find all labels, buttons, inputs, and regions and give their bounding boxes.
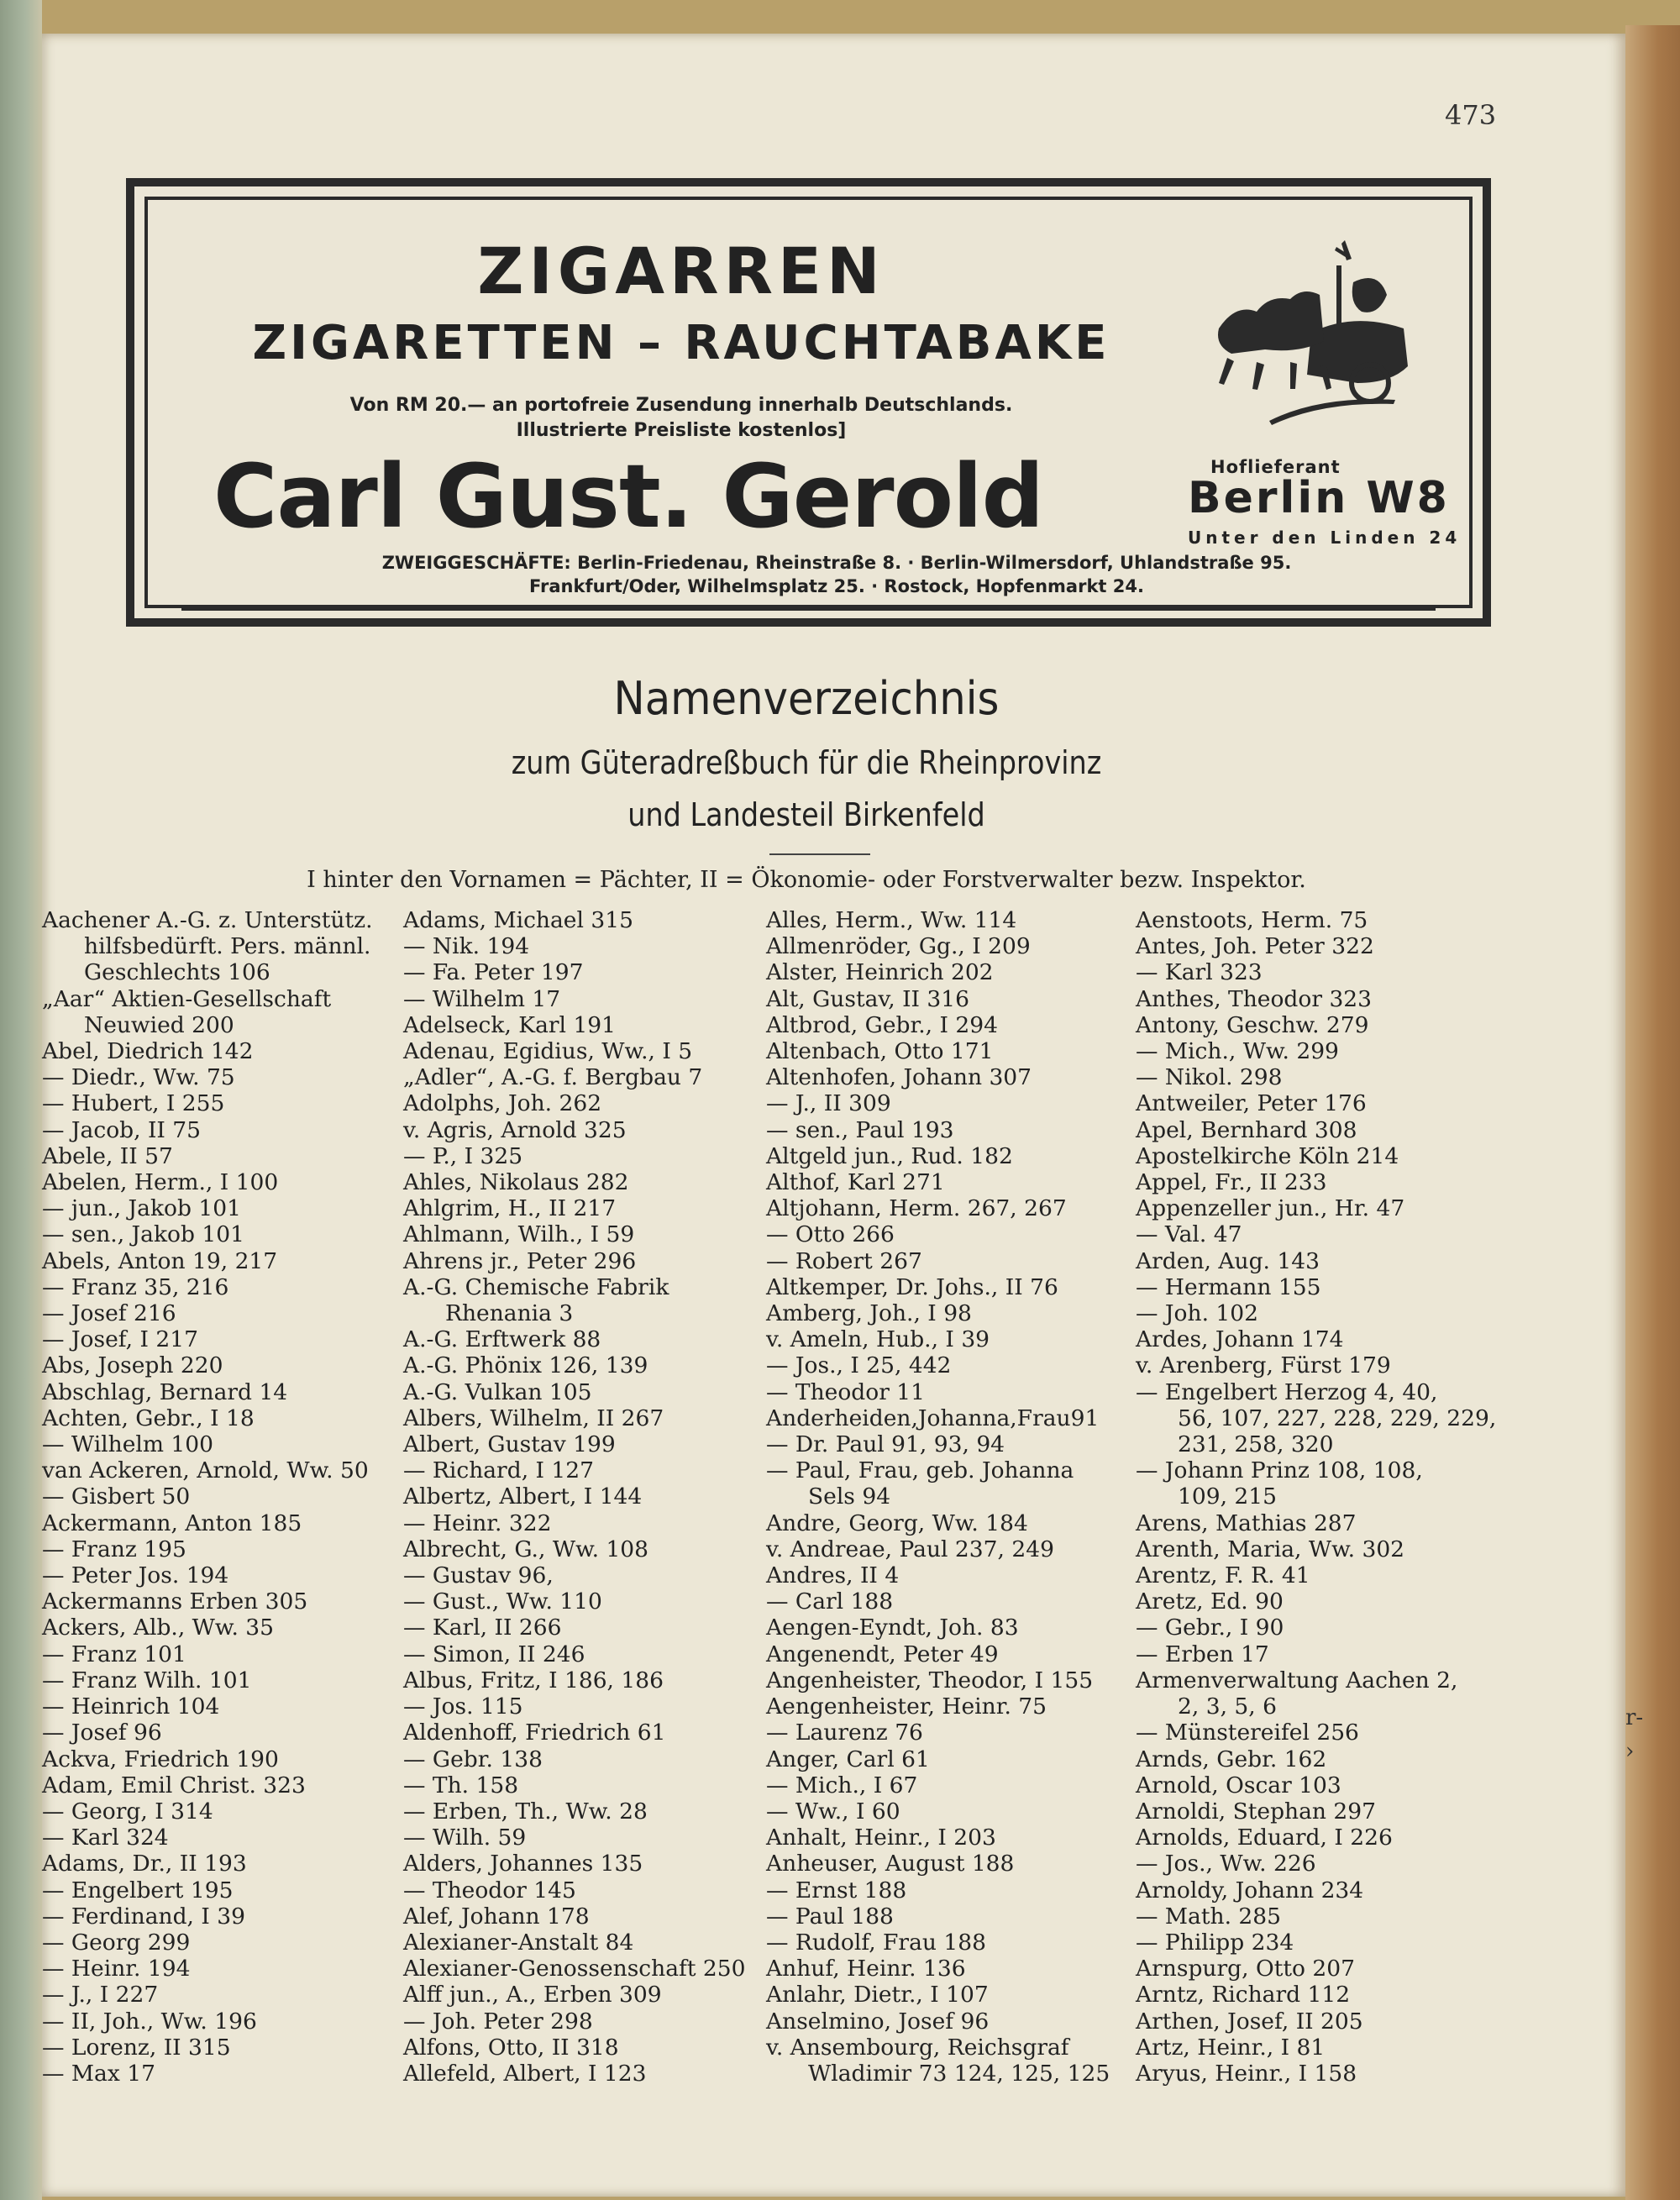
index-entry: A.-G. Vulkan 105	[403, 1378, 592, 1405]
ad-street: Unter den Linden 24	[1188, 528, 1462, 548]
index-entry: — Heinr. 322	[403, 1510, 552, 1536]
index-entry: — Mich., I 67	[766, 1772, 918, 1798]
index-entry: Anlahr, Dietr., I 107	[766, 1982, 989, 2008]
index-entry: — jun., Jakob 101	[42, 1195, 241, 1222]
index-entry: Allmenröder, Gg., I 209	[766, 933, 1031, 960]
index-entry: — Gustav 96,	[403, 1562, 554, 1589]
heading-rule	[769, 853, 870, 855]
index-entry: Neuwied 200	[84, 1011, 234, 1038]
index-entry: Altenbach, Otto 171	[766, 1038, 994, 1065]
index-subtitle-2: und Landesteil Birkenfeld	[627, 796, 985, 833]
index-entry: — Philipp 234	[1136, 1929, 1294, 1956]
index-entry: A.-G. Phönix 126, 139	[403, 1352, 648, 1379]
index-entry: — Nik. 194	[403, 933, 530, 960]
index-entry: — Gebr., I 90	[1136, 1615, 1284, 1641]
index-entry: Anthes, Theodor 323	[1136, 985, 1373, 1012]
index-entry: — Theodor 11	[766, 1378, 926, 1405]
index-entry: — Joh. Peter 298	[403, 2008, 593, 2035]
index-entry: — J., I 227	[42, 1982, 159, 2008]
index-title: Namenverzeichnis	[613, 672, 1000, 725]
index-entry: Ackva, Friedrich 190	[42, 1746, 279, 1772]
ad-purveyor: Hoflieferant	[1210, 457, 1341, 477]
index-entry: Alexianer-Anstalt 84	[403, 1929, 634, 1956]
index-column-4	[1136, 907, 1496, 2087]
index-entry: Achten, Gebr., I 18	[42, 1405, 255, 1431]
index-entry: Alders, Johannes 135	[403, 1851, 643, 1877]
index-entry: 2, 3, 5, 6	[1178, 1693, 1277, 1720]
index-entry: — Karl 323	[1136, 959, 1263, 986]
index-entry: Armenverwaltung Aachen 2,	[1136, 1667, 1458, 1693]
index-entry: — Paul, Frau, geb. Johanna	[766, 1457, 1074, 1484]
index-entry: Apel, Bernhard 308	[1136, 1116, 1357, 1143]
index-entry: Arnoldy, Johann 234	[1136, 1877, 1364, 1903]
index-entry: Rhenania 3	[445, 1300, 574, 1327]
index-entry: — Carl 188	[766, 1588, 894, 1615]
quadriga-logo-icon	[1210, 232, 1429, 433]
index-entry: Allefeld, Albert, I 123	[403, 2060, 647, 2087]
advertisement	[126, 178, 1491, 627]
index-entry: „Adler“, A.-G. f. Bergbau 7	[403, 1064, 703, 1091]
index-entry: — Otto 266	[766, 1221, 895, 1248]
index-entry: Angenheister, Theodor, I 155	[766, 1667, 1094, 1693]
index-entry: Adolphs, Joh. 262	[403, 1090, 602, 1117]
index-entry: Arens, Mathias 287	[1136, 1510, 1357, 1536]
page-number: 473	[1445, 99, 1497, 131]
index-entry: — Johann Prinz 108, 108,	[1136, 1457, 1423, 1484]
index-entry: Abs, Joseph 220	[42, 1352, 223, 1379]
index-entry: Altjohann, Herm. 267, 267	[766, 1195, 1067, 1222]
index-entry: — Josef 216	[42, 1300, 176, 1327]
index-entry: — Gebr. 138	[403, 1746, 543, 1772]
index-entry: — Rudolf, Frau 188	[766, 1929, 986, 1956]
index-entry: Anderheiden,Johanna,Frau91	[766, 1405, 1100, 1431]
index-entry: Antony, Geschw. 279	[1136, 1011, 1369, 1038]
index-entry: Albers, Wilhelm, II 267	[403, 1405, 664, 1431]
index-entry: Alt, Gustav, II 316	[766, 985, 970, 1012]
index-entry: Albertz, Albert, I 144	[403, 1483, 643, 1510]
index-entry: Aachener A.-G. z. Unterstütz.	[42, 907, 373, 933]
index-entry: — P., I 325	[403, 1142, 523, 1169]
index-entry: — Gust., Ww. 110	[403, 1588, 602, 1615]
index-entry: — Hubert, I 255	[42, 1090, 225, 1117]
index-entry: — Robert 267	[766, 1247, 922, 1274]
index-entry: — Wilh. 59	[403, 1825, 527, 1851]
index-entry: Anheuser, August 188	[766, 1851, 1015, 1877]
index-entry: v. Ansembourg, Reichsgraf	[766, 2034, 1069, 2061]
index-entry: — Karl, II 266	[403, 1615, 562, 1641]
index-entry: — Joh. 102	[1136, 1300, 1258, 1327]
index-entry: — Wilhelm 17	[403, 985, 561, 1012]
index-entry: Abels, Anton 19, 217	[42, 1247, 278, 1274]
index-entry: Arenth, Maria, Ww. 302	[1136, 1536, 1405, 1562]
index-entry: — Diedr., Ww. 75	[42, 1064, 235, 1091]
index-entry: Arden, Aug. 143	[1136, 1247, 1320, 1274]
index-entry: Anselmino, Josef 96	[766, 2008, 990, 2035]
ad-branches-line-2: Frankfurt/Oder, Wilhelmsplatz 25. · Rostock, Hopfenmarkt 24.	[529, 576, 1144, 596]
index-entry: Aryus, Heinr., I 158	[1136, 2060, 1357, 2087]
index-entry: Anhuf, Heinr. 136	[766, 1956, 966, 1982]
index-entry: Althof, Karl 271	[766, 1169, 945, 1196]
index-entry: Alfons, Otto, II 318	[403, 2034, 619, 2061]
index-entry: Arnoldi, Stephan 297	[1136, 1798, 1376, 1825]
index-entry: — Franz Wilh. 101	[42, 1667, 252, 1693]
index-entry: — Ww., I 60	[766, 1798, 900, 1825]
index-entry: Aengen-Eyndt, Joh. 83	[766, 1615, 1019, 1641]
index-entry: Arnold, Oscar 103	[1136, 1772, 1341, 1798]
index-entry: Ahlgrim, H., II 217	[403, 1195, 617, 1222]
ad-branches-line-1: ZWEIGGESCHÄFTE: Berlin-Friedenau, Rheinstraße 8. · Berlin-Wilmersdorf, Uhlandstraße 95.	[381, 553, 1292, 573]
index-entry: Alster, Heinrich 202	[766, 959, 994, 986]
index-entry: — Lorenz, II 315	[42, 2034, 231, 2061]
margin-note: r-	[1625, 1705, 1644, 1730]
index-entry: „Aar“ Aktien-Gesellschaft	[42, 985, 332, 1012]
index-entry: Albrecht, G., Ww. 108	[403, 1536, 649, 1562]
index-entry: — Franz 195	[42, 1536, 186, 1562]
index-entry: hilfsbedürft. Pers. männl.	[84, 933, 371, 960]
index-column-3	[766, 907, 1110, 2087]
index-entry: Altgeld jun., Rud. 182	[766, 1142, 1013, 1169]
index-entry: — Jos. 115	[403, 1693, 523, 1720]
ad-company-name: Carl Gust. Gerold	[213, 445, 1044, 548]
index-entry: Andres, II 4	[766, 1562, 900, 1589]
index-entry: Aenstoots, Herm. 75	[1136, 907, 1368, 933]
index-entry: Alexianer-Genossenschaft 250	[403, 1956, 746, 1982]
ad-shipping-note: Von RM 20.— an portofreie Zusendung innerhalb Deutschlands.	[349, 395, 1013, 416]
index-entry: — Erben, Th., Ww. 28	[403, 1798, 648, 1825]
book-spine-left	[0, 0, 42, 2200]
index-entry: Adam, Emil Christ. 323	[42, 1772, 306, 1798]
index-entry: Amberg, Joh., I 98	[766, 1300, 972, 1327]
index-entry: Ackers, Alb., Ww. 35	[42, 1615, 275, 1641]
index-entry: Sels 94	[808, 1483, 891, 1510]
ad-subtitle: ZIGARETTEN – RAUCHTABAKE	[252, 316, 1110, 370]
index-entry: Ardes, Johann 174	[1136, 1326, 1344, 1353]
index-entry: — Dr. Paul 91, 93, 94	[766, 1431, 1005, 1458]
ad-city: Berlin W8	[1188, 473, 1450, 523]
index-entry: Aengenheister, Heinr. 75	[766, 1693, 1047, 1720]
index-entry: Ackermann, Anton 185	[42, 1510, 302, 1536]
index-entry: Ahles, Nikolaus 282	[403, 1169, 629, 1196]
index-entry: — Georg 299	[42, 1929, 191, 1956]
index-entry: v. Agris, Arnold 325	[403, 1116, 627, 1143]
index-entry: Wladimir 73 124, 125, 125	[808, 2060, 1110, 2087]
index-entry: — Theodor 145	[403, 1877, 576, 1903]
index-entry: Albus, Fritz, I 186, 186	[403, 1667, 664, 1693]
index-entry: van Ackeren, Arnold, Ww. 50	[42, 1457, 369, 1484]
index-entry: Ahlmann, Wilh., I 59	[403, 1221, 635, 1248]
index-entry: Ahrens jr., Peter 296	[403, 1247, 637, 1274]
index-entry: — Hermann 155	[1136, 1273, 1321, 1300]
index-entry: Aretz, Ed. 90	[1136, 1588, 1284, 1615]
index-entry: 56, 107, 227, 228, 229, 229,	[1178, 1405, 1497, 1431]
index-entry: v. Ameln, Hub., I 39	[766, 1326, 990, 1353]
index-entry: Alles, Herm., Ww. 114	[766, 907, 1017, 933]
index-subtitle-1: zum Güteradreßbuch für die Rheinprovinz	[511, 744, 1102, 781]
index-entry: — Josef, I 217	[42, 1326, 198, 1353]
index-entry: — Mich., Ww. 299	[1136, 1038, 1339, 1065]
book-page	[42, 34, 1644, 2197]
index-entry: Ackermanns Erben 305	[42, 1588, 308, 1615]
index-entry: Abele, II 57	[42, 1142, 173, 1169]
index-entry: Antes, Joh. Peter 322	[1136, 933, 1374, 960]
index-entry: — Richard, I 127	[403, 1457, 595, 1484]
index-entry: — J., II 309	[766, 1090, 891, 1117]
index-entry: Apostelkirche Köln 214	[1136, 1142, 1399, 1169]
book-edge-right	[1625, 25, 1680, 2200]
ad-divider	[181, 608, 1436, 611]
index-entry: — Erben 17	[1136, 1641, 1269, 1667]
index-entry: — Heinr. 194	[42, 1956, 191, 1982]
index-entry: Arthen, Josef, II 205	[1136, 2008, 1363, 2035]
index-entry: Arnds, Gebr. 162	[1136, 1746, 1327, 1772]
index-entry: — Jos., Ww. 226	[1136, 1851, 1316, 1877]
index-entry: Geschlechts 106	[84, 959, 270, 986]
index-entry: — Math. 285	[1136, 1903, 1282, 1930]
index-entry: Arnspurg, Otto 207	[1136, 1956, 1355, 1982]
margin-note: ›	[1625, 1739, 1635, 1764]
index-entry: — Nikol. 298	[1136, 1064, 1283, 1091]
index-entry: Alef, Johann 178	[403, 1903, 590, 1930]
index-entry: — Peter Jos. 194	[42, 1562, 229, 1589]
index-entry: Altkemper, Dr. Johs., II 76	[766, 1273, 1058, 1300]
index-entry: — Georg, I 314	[42, 1798, 213, 1825]
index-entry: — Val. 47	[1136, 1221, 1242, 1248]
abbreviation-legend: I hinter den Vornamen = Pächter, II = Ökonomie- oder Forstverwalter bezw. Inspektor.	[307, 867, 1306, 893]
ad-title: ZIGARREN	[477, 234, 885, 308]
index-entry: — Münstereifel 256	[1136, 1720, 1359, 1746]
index-column-2	[403, 907, 745, 2087]
index-entry: — Wilhelm 100	[42, 1431, 214, 1458]
index-entry: Anhalt, Heinr., I 203	[766, 1825, 996, 1851]
index-entry: — Ferdinand, I 39	[42, 1903, 246, 1930]
index-entry: Appel, Fr., II 233	[1136, 1169, 1327, 1196]
index-entry: — Simon, II 246	[403, 1641, 585, 1667]
index-entry: Abelen, Herm., I 100	[42, 1169, 279, 1196]
index-entry: — Franz 35, 216	[42, 1273, 229, 1300]
index-entry: Appenzeller jun., Hr. 47	[1136, 1195, 1405, 1222]
index-entry: Adenau, Egidius, Ww., I 5	[403, 1038, 693, 1065]
index-entry: Altbrod, Gebr., I 294	[766, 1011, 998, 1038]
index-entry: v. Andreae, Paul 237, 249	[766, 1536, 1054, 1562]
index-entry: — II, Joh., Ww. 196	[42, 2008, 257, 2035]
index-entry: Arntz, Richard 112	[1136, 1982, 1351, 2008]
index-entry: — Franz 101	[42, 1641, 186, 1667]
index-entry: Angenendt, Peter 49	[766, 1641, 999, 1667]
index-entry: Abel, Diedrich 142	[42, 1038, 254, 1065]
index-entry: Arnolds, Eduard, I 226	[1136, 1825, 1393, 1851]
index-column-1	[42, 907, 373, 2087]
advertisement-inner-frame	[144, 197, 1473, 608]
index-entry: Adams, Dr., II 193	[42, 1851, 247, 1877]
index-entry: Altenhofen, Johann 307	[766, 1064, 1032, 1091]
index-entry: — Ernst 188	[766, 1877, 907, 1903]
index-entry: 109, 215	[1178, 1483, 1278, 1510]
index-entry: Aldenhoff, Friedrich 61	[403, 1720, 666, 1746]
index-entry: — sen., Paul 193	[766, 1116, 954, 1143]
index-entry: Alff jun., A., Erben 309	[403, 1982, 662, 2008]
index-entry: Arentz, F. R. 41	[1136, 1562, 1310, 1589]
index-entry: — Gisbert 50	[42, 1483, 191, 1510]
index-entry: Adelseck, Karl 191	[403, 1011, 617, 1038]
index-entry: — Th. 158	[403, 1772, 519, 1798]
index-entry: — Engelbert 195	[42, 1877, 234, 1903]
index-entry: Albert, Gustav 199	[403, 1431, 616, 1458]
index-entry: — Laurenz 76	[766, 1720, 923, 1746]
index-entry: v. Arenberg, Fürst 179	[1136, 1352, 1391, 1379]
index-entry: Andre, Georg, Ww. 184	[766, 1510, 1028, 1536]
index-entry: — Max 17	[42, 2060, 155, 2087]
index-entry: — Josef 96	[42, 1720, 162, 1746]
index-entry: — Engelbert Herzog 4, 40,	[1136, 1378, 1438, 1405]
index-entry: — Jos., I 25, 442	[766, 1352, 952, 1379]
index-entry: Adams, Michael 315	[403, 907, 633, 933]
index-entry: Abschlag, Bernard 14	[42, 1378, 288, 1405]
index-entry: A.-G. Chemische Fabrik	[403, 1273, 669, 1300]
index-entry: Artz, Heinr., I 81	[1136, 2034, 1326, 2061]
index-entry: Anger, Carl 61	[766, 1746, 930, 1772]
index-entry: — Paul 188	[766, 1903, 894, 1930]
index-entry: — Jacob, II 75	[42, 1116, 202, 1143]
index-entry: — Heinrich 104	[42, 1693, 220, 1720]
index-entry: — sen., Jakob 101	[42, 1221, 244, 1248]
index-entry: 231, 258, 320	[1178, 1431, 1334, 1458]
index-entry: — Karl 324	[42, 1825, 169, 1851]
ad-pricelist-note: Illustrierte Preisliste kostenlos]	[516, 420, 847, 441]
index-entry: — Fa. Peter 197	[403, 959, 584, 986]
index-entry: A.-G. Erftwerk 88	[403, 1326, 601, 1353]
index-entry: Antweiler, Peter 176	[1136, 1090, 1367, 1117]
